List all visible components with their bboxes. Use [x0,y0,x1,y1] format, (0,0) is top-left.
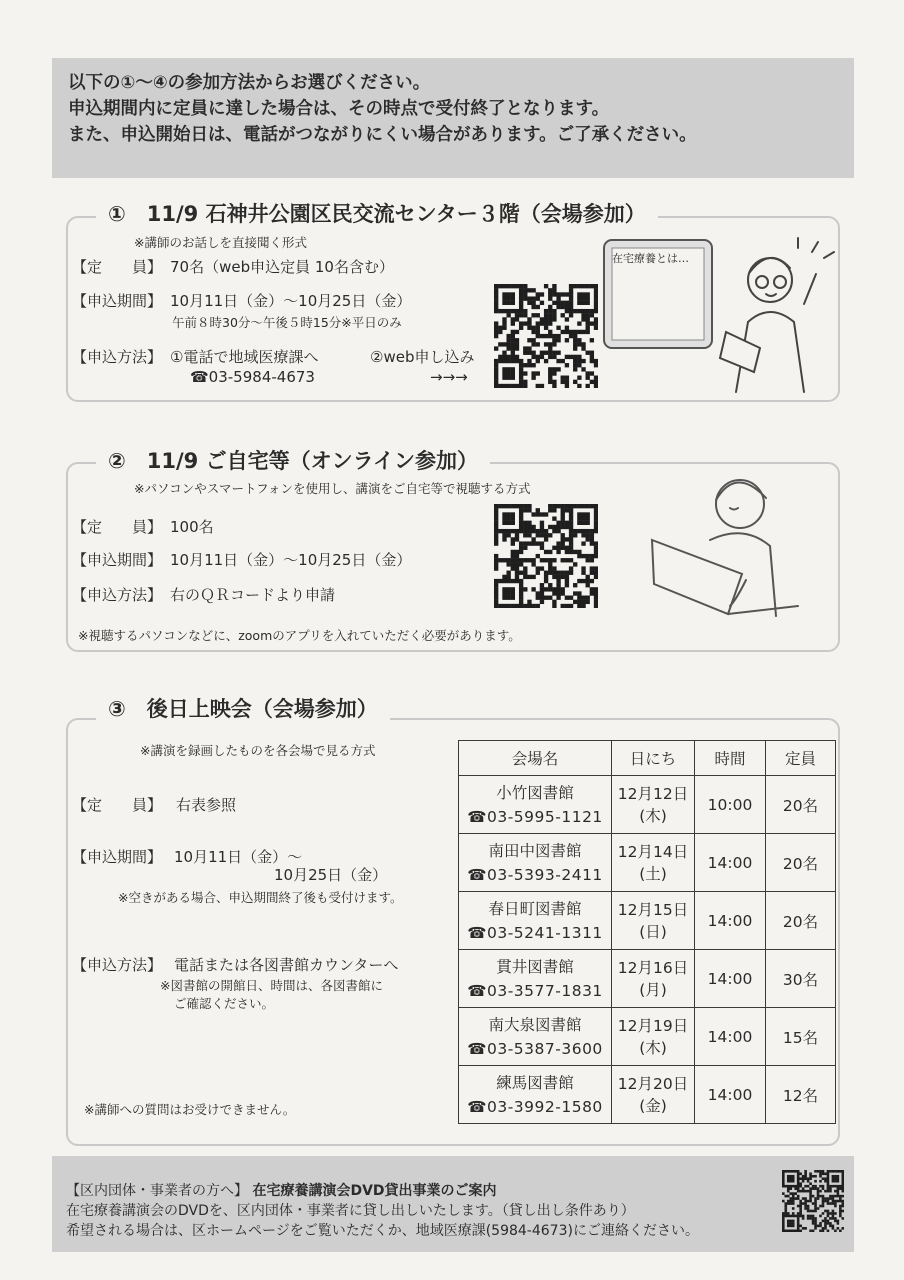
section2-capacity-label: 【定 員】 [72,518,163,536]
notice-banner [52,58,854,178]
section1-capacity-value: 70名（web申込定員 10名含む） [170,258,394,276]
capacity-cell: 20名 [766,776,836,834]
qr-code-web[interactable] [494,284,598,388]
table-row [459,1008,836,1066]
section1-period-value: 10月11日（金）～10月25日（金） [170,292,412,310]
venue-phone: ☎03-5241-1311 [467,923,603,942]
date-cell [612,1066,695,1124]
venue-cell [459,1066,612,1124]
column-header: 日にち [612,741,695,776]
section1-arrows: →→→ [430,368,468,386]
venue-cell [459,892,612,950]
venue-cell [459,834,612,892]
section3-method-label: 【申込方法】 [72,956,163,974]
venue-cell [459,1008,612,1066]
weekday-value: (土) [639,864,667,883]
date-value: 12月19日 [617,1016,689,1035]
capacity-cell: 20名 [766,892,836,950]
section2-period-label: 【申込期間】 [72,551,163,569]
section3-capacity-label: 【定 員】 [72,796,163,814]
date-cell [612,1008,695,1066]
section1-note: ※講師のお話しを直接聞く形式 [134,235,307,250]
date-value: 12月16日 [617,958,689,977]
time-cell: 14:00 [695,1008,766,1066]
table-row [459,1066,836,1124]
section2-method-label: 【申込方法】 [72,586,163,604]
venue-name: 小竹図書館 [496,783,574,802]
table-row [459,892,836,950]
capacity-cell: 20名 [766,834,836,892]
column-header: 時間 [695,741,766,776]
column-header: 定員 [766,741,836,776]
footer-line: 希望される場合は、区ホームページをご覧いただくか、地域医療課(5984-4673)にご連絡ください。 [66,1223,699,1239]
time-cell: 14:00 [695,892,766,950]
date-cell [612,892,695,950]
venue-name: 貫井図書館 [496,957,574,976]
section1-method-phone: ①電話で地域医療課へ [170,348,319,366]
section1-period-label: 【申込期間】 [72,292,163,310]
section1-heading: ① 11/9 石神井公園区民交流センター３階（会場参加） [96,200,658,228]
venue-phone: ☎03-3992-1580 [467,1097,603,1116]
section1-method-web: ②web申し込み [370,348,475,366]
venue-phone: ☎03-5387-3600 [467,1039,603,1058]
section2-period-value: 10月11日（金）～10月25日（金） [170,551,412,569]
venue-phone: ☎03-5995-1121 [467,807,603,826]
table-row [459,776,836,834]
time-cell: 10:00 [695,776,766,834]
footer-title: 在宅療養講演会DVD貸出事業のご案内 [252,1183,497,1199]
date-cell [612,776,695,834]
column-header: 会場名 [459,741,612,776]
notice-line: また、申込開始日は、電話がつながりにくい場合があります。ご了承ください。 [68,125,697,145]
capacity-cell: 30名 [766,950,836,1008]
footer-line: 在宅療養講演会のDVDを、区内団体・事業者に貸し出しいたします。（貸し出し条件あり） [66,1203,635,1219]
section2-heading: ② 11/9 ご自宅等（オンライン参加） [96,447,490,475]
section1-method-label: 【申込方法】 [72,348,163,366]
section3-period-value-2: 10月25日（金） [274,866,388,884]
venue-name: 南田中図書館 [488,841,582,860]
venue-cell [459,950,612,1008]
section3-method-value: 電話または各図書館カウンターへ [174,956,399,974]
venue-name: 春日町図書館 [488,899,582,918]
section2-method-value: 右のＱＲコードより申請 [170,586,336,604]
section1-period-hours: 午前８時30分～午後５時15分※平日のみ [172,315,402,330]
table-row [459,950,836,1008]
date-value: 12月20日 [617,1074,689,1093]
section3-hours-note-1: ※図書館の開館日、時間は、各図書館に [160,978,383,993]
table-header-row [459,741,836,776]
date-value: 12月12日 [617,784,689,803]
weekday-value: (日) [639,922,667,941]
weekday-value: (月) [639,980,667,999]
section2-zoom-note: ※視聴するパソコンなどに、zoomのアプリを入れていただく必要があります。 [78,628,521,643]
time-cell: 14:00 [695,834,766,892]
screening-schedule-table [458,740,836,1124]
capacity-cell: 12名 [766,1066,836,1124]
weekday-value: (金) [639,1096,667,1115]
capacity-cell: 15名 [766,1008,836,1066]
venue-name: 練馬図書館 [496,1073,574,1092]
venue-cell [459,776,612,834]
section3-period-label: 【申込期間】 [72,848,163,866]
notice-line: 申込期間内に定員に達した場合は、その時点で受付終了となります。 [68,99,610,119]
venue-name: 南大泉図書館 [488,1015,582,1034]
date-value: 12月14日 [617,842,689,861]
section3-heading: ③ 後日上映会（会場参加） [96,695,390,723]
board-text: 在宅療養とは… [612,252,689,265]
weekday-value: (木) [639,1038,667,1057]
date-value: 12月15日 [617,900,689,919]
weekday-value: (木) [639,806,667,825]
time-cell: 14:00 [695,1066,766,1124]
qr-code-online[interactable] [494,504,598,608]
laptop-user-illustration [646,470,806,624]
section3-hours-note-2: ご確認ください。 [174,996,275,1011]
section1-capacity-label: 【定 員】 [72,258,163,276]
footer-banner [52,1156,854,1252]
time-cell: 14:00 [695,950,766,1008]
notice-line: 以下の①～④の参加方法からお選びください。 [68,73,431,93]
section3-vacancy-note: ※空きがある場合、申込期間終了後も受付けます。 [118,890,403,905]
qr-code-dvd[interactable] [782,1170,844,1232]
table-row [459,834,836,892]
venue-phone: ☎03-5393-2411 [467,865,603,884]
section2-capacity-value: 100名 [170,518,214,536]
section3-period-value-1: 10月11日（金）～ [174,848,303,866]
section2-note: ※パソコンやスマートフォンを使用し、講演をご自宅等で視聴する方式 [134,481,531,496]
section3-capacity-value: 右表参照 [176,796,237,814]
date-cell [612,834,695,892]
venue-phone: ☎03-3577-1831 [467,981,603,1000]
section3-questions-note: ※講師への質問はお受けできません。 [84,1102,296,1117]
footer-tag: 【区内団体・事業者の方へ】 [66,1183,248,1199]
section1-phone: ☎03-5984-4673 [190,368,315,386]
date-cell [612,950,695,1008]
section3-note: ※講演を録画したものを各会場で見る方式 [140,743,376,758]
